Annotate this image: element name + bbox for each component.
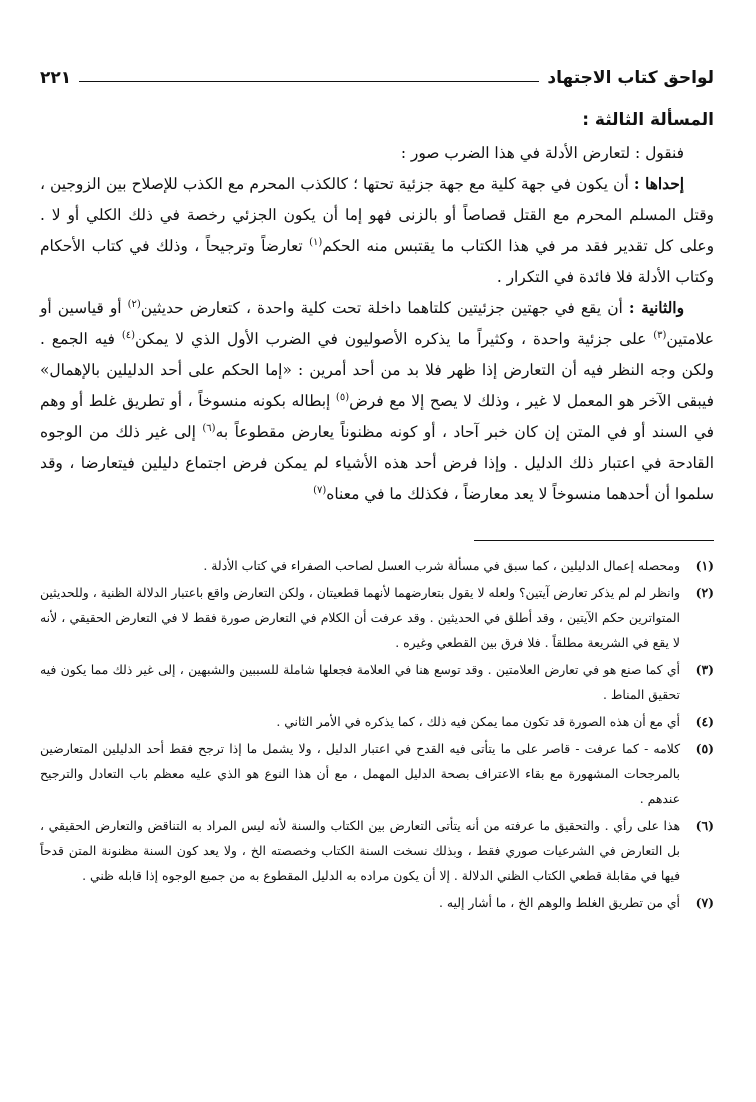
footnote-item (40, 657, 714, 707)
footnote-text: أي من تطريق الغلط والوهم الخ ، ما أشار إليه . (438, 895, 680, 910)
paragraph-second (40, 293, 714, 510)
footnote-item (40, 580, 714, 655)
footnote-number: (٢) (695, 585, 714, 600)
footnote-number: (٣) (695, 662, 714, 677)
footnote-ref[interactable]: (٦) (202, 422, 216, 434)
footnote-number: (٦) (695, 818, 714, 833)
paragraph-text: إلى غير ذلك من الوجوه القادحة في اعتبار ذلك الدليل . وإذا فرض أحد هذه الأشياء لم يمكن فرض اجتماع دليلين فيتعارضا ، وقد سلموا أن أحدهما منسوخاً لا يعد معارضاً ، فكذلك ما في معناه (40, 423, 714, 503)
footnote-ref[interactable]: (٧) (313, 484, 327, 496)
paragraph-text: على جزئية واحدة ، وكثيراً ما يذكره الأصوليون في الضرب الأول الذي لا يمكن (135, 330, 654, 348)
footnote-text: أي مع أن هذه الصورة قد تكون مما يمكن فيه ذلك ، كما يذكره في الأمر الثاني . (276, 714, 680, 729)
section-title: المسألة الثالثة : (582, 110, 714, 130)
footnotes (40, 553, 714, 915)
footnote-separator (474, 540, 714, 541)
footnote-item (40, 736, 714, 811)
footnote-text: أي كما صنع هو في تعارض العلامتين . وقد توسع هنا في العلامة فجعلها شاملة للسببين والشبهين ، إلى غير ذلك مما يكون فيه تحقيق المناط . (40, 662, 680, 702)
paragraph-first (40, 169, 714, 293)
main-text (40, 138, 714, 510)
intro-paragraph: فنقول : لتعارض الأدلة في هذا الضرب صور : (400, 144, 684, 162)
page-number: ٢٢١ (40, 68, 72, 88)
paragraph-text: تعارضاً وترجيحاً ، وذلك في كتاب الأحكام وكتاب الأدلة فلا فائدة في التكرار . (40, 237, 714, 286)
footnote-ref[interactable]: (١) (309, 236, 323, 248)
footnote-ref[interactable]: (٣) (653, 329, 667, 341)
footnote-number: (٤) (695, 714, 714, 729)
footnote-number: (٥) (695, 741, 714, 756)
footnote-text: وانظر لم لم يذكر تعارض آيتين؟ ولعله لا يقول بتعارضهما لأنهما قطعيتان ، ولكن التعارض واقع باعتبار الدلالة الظنية ، وللحديثين المتواترين حكم الآيتين ، وقد أطلق في الحديثين . وقد عرفت أن الكلام في التعارض صورة فقط لا في التعارض الحقيقي ، لأنه لا يقع في الشريعة مطلقاً . فلا فرق بين القطعي وغيره . (40, 585, 680, 650)
footnote-text: ومحصله إعمال الدليلين ، كما سبق في مسألة شرب العسل لصاحب الصفراء في كتاب الأدلة . (203, 558, 680, 573)
book-page (40, 58, 714, 917)
footnote-text: كلامه - كما عرفت - قاصر على ما يتأتى فيه القدح في اعتبار الدليل ، ولا يشمل ما إذا ترجح فقط أحد الدليلين المتعارضين بالمرجحات المشهورة مع بقاء الاعتراف بصحة الدليل المهمل ، مع أن هذا النوع هو الذي عليه معظم باب التعادل والترجيح عندهم . (40, 741, 680, 806)
paragraph-text: أو قياسين أو علامتين (40, 299, 714, 348)
paragraph-text: أن يقع في جهتين جزئيتين كلتاهما داخلة تحت كلية واحدة ، كتعارض حديثين (140, 299, 629, 317)
footnote-number: (٧) (695, 895, 714, 910)
footnote-number: (١) (695, 558, 714, 573)
paragraph-lead: والثانية : (628, 299, 684, 317)
paragraph-text: فيه الجمع . ولكن وجه النظر فيه أن التعارض إذا ظهر فلا بد من أحد أمرين : «إما الحكم على أحد الدليلين بالإهمال» فيبقى الآخر هو المعمل لا غير ، وذلك لا يصح إلا مع فرض (40, 330, 714, 410)
footnote-ref[interactable]: (٥) (335, 391, 350, 403)
paragraph-text: إبطاله بكونه منسوخاً ، أو تطريق غلط أو وهم في السند أو في المتن إن كان خبر آحاد ، أو كونه مظنوناً يعارض مقطوعاً به (40, 392, 715, 441)
paragraph-lead: إحداها : (633, 175, 684, 193)
running-header (40, 58, 714, 88)
footnote-item (40, 709, 714, 734)
footnote-item (40, 813, 714, 888)
running-title: لواحق كتاب الاجتهاد (547, 68, 714, 88)
paragraph-text: أن يكون في جهة كلية مع جهة جزئية تحتها ؛ كالكذب المحرم مع الكذب للإصلاح بين الزوجين ، وقتل المسلم المحرم مع القتل قصاصاً أو بالزنى فهو إما أن يكون الجزئي رخصة في ذلك الكلي أو لا . وعلى كل تقدير فقد مر في هذا الكتاب ما يقتبس منه الحكم (40, 175, 714, 255)
footnote-item (40, 890, 714, 915)
footnote-text: هذا على رأي . والتحقيق ما عرفته من أنه يتأتى التعارض بين الكتاب والسنة لأنه ليس المراد به التناقض والتعارض الحقيقي ، بل التعارض في الشرعيات صوري فقط ، وبذلك نسخت السنة الكتاب وخصصته الخ ، ولا يعد كون السنة مظنونة المتن قدحاً فيها في مقابلة قطعي الكتاب الظني الدلالة . إلا أن يكون مراده به الدليل المقطوع به من جميع الوجوه إذا قابله ظني . (40, 818, 680, 883)
footnote-ref[interactable]: (٤) (121, 329, 135, 341)
header-rule (79, 81, 539, 82)
footnote-item (40, 553, 714, 578)
footnote-ref[interactable]: (٢) (127, 298, 141, 310)
